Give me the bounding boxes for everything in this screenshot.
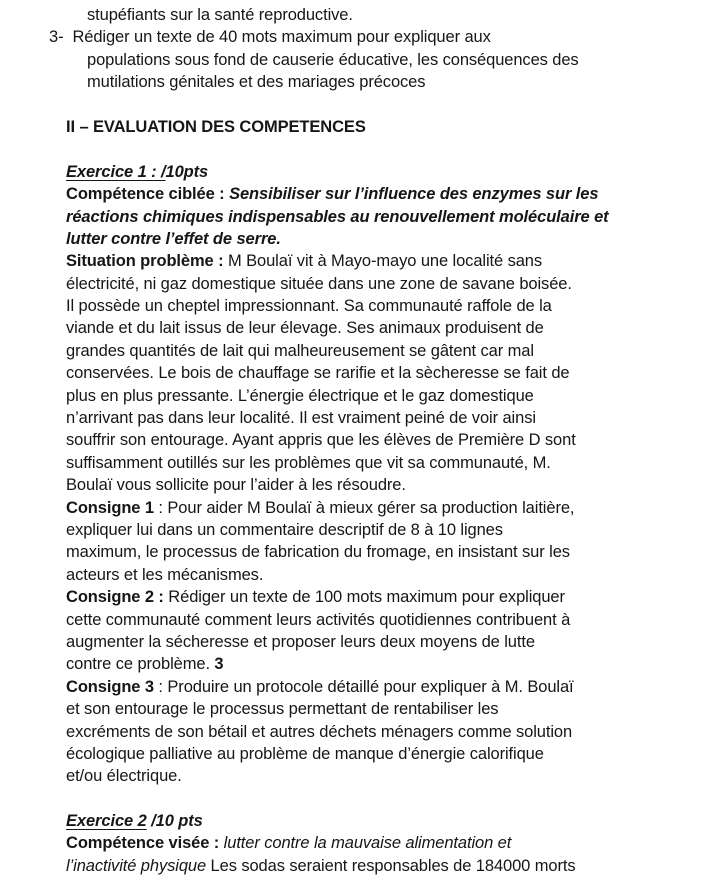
text-line	[0, 273, 720, 295]
text-line	[0, 340, 720, 362]
text-segment: Exercice 1 : /	[66, 162, 166, 181]
text-line	[0, 653, 720, 675]
text-segment: écologique palliative au problème de manque d’énergie calorifique	[66, 744, 544, 763]
text-segment: grandes quantités de lait qui malheureusement se gâtent car mal	[66, 341, 534, 360]
text-segment: Consigne 3	[66, 677, 154, 696]
text-line	[0, 452, 720, 474]
text-segment: réactions chimiques indispensables au renouvellement moléculaire et	[66, 207, 609, 226]
text-segment: Situation problème :	[66, 252, 228, 271]
text-segment: Compétence visée :	[66, 834, 224, 853]
text-line	[0, 497, 720, 519]
text-segment: et son entourage le processus permettant de rentabiliser les	[66, 700, 499, 719]
text-line	[0, 743, 720, 765]
text-segment: Exercice 2	[66, 812, 147, 831]
text-segment: stupéfiants sur la santé reproductive.	[87, 6, 353, 24]
text-segment: 10pts	[165, 162, 209, 181]
text-segment: populations sous fond de causerie éducative, les conséquences des	[87, 50, 579, 69]
text-line	[0, 206, 720, 228]
text-segment: Il possède un cheptel impressionnant. Sa communauté raffole de la	[66, 297, 552, 316]
text-line	[0, 564, 720, 586]
text-line	[0, 295, 720, 317]
text-segment: Sensibiliser sur l’influence des enzymes sur les	[229, 185, 599, 204]
text-segment: et/ou électrique.	[66, 767, 182, 786]
text-segment: cette communauté comment leurs activités quotidiennes contribuent à	[66, 610, 571, 629]
text-segment: acteurs et les mécanismes.	[66, 565, 264, 584]
text-line	[0, 385, 720, 407]
text-line	[0, 586, 720, 608]
text-segment: suffisamment outillés sur les problèmes que vit sa communauté, M.	[66, 453, 551, 472]
text-line	[0, 26, 720, 48]
text-line	[0, 788, 720, 810]
text-line	[0, 362, 720, 384]
text-line	[0, 832, 720, 854]
text-segment: l’inactivité physique	[66, 856, 211, 875]
text-segment: plus en plus pressante. L’énergie électrique et le gaz domestique	[66, 386, 534, 405]
text-segment: augmenter la sécheresse et proposer leurs deux moyens de lutte	[66, 632, 535, 651]
text-segment: Compétence ciblée :	[66, 185, 230, 204]
text-line	[0, 698, 720, 720]
text-segment: excréments de son bétail et autres déchets ménagers comme solution	[66, 722, 573, 741]
text-line	[0, 138, 720, 160]
text-segment: Les sodas seraient responsables de 184000 morts	[210, 856, 576, 875]
text-line	[0, 429, 720, 451]
text-line	[0, 228, 720, 250]
text-segment: : Produire un protocole détaillé pour expliquer à M. Boulaï	[153, 677, 574, 696]
text-line	[0, 71, 720, 93]
text-line	[0, 609, 720, 631]
text-line	[0, 49, 720, 71]
text-segment: lutter contre l’effet de serre.	[66, 229, 281, 248]
text-segment: conservées. Le bois de chauffage se rarifie et la sècheresse se fait de	[66, 364, 570, 383]
text-line	[0, 631, 720, 653]
text-line	[0, 407, 720, 429]
text-segment: : Pour aider M Boulaï à mieux gérer sa production laitière,	[153, 498, 575, 517]
text-segment: II – EVALUATION DES COMPETENCES	[66, 117, 366, 136]
text-line	[0, 4, 720, 26]
text-segment: lutter contre la mauvaise alimentation et	[223, 834, 512, 853]
text-segment: souffrir son entourage. Ayant appris que les élèves de Première D sont	[66, 431, 576, 450]
text-line	[0, 317, 720, 339]
text-segment: M Boulaï vit à Mayo-mayo une localité sans	[228, 252, 543, 271]
text-line	[0, 519, 720, 541]
text-line	[0, 810, 720, 832]
text-line	[0, 541, 720, 563]
text-line	[0, 116, 720, 138]
text-line	[0, 183, 720, 205]
text-line	[0, 765, 720, 787]
text-line	[0, 161, 720, 183]
text-segment: n’arrivant pas dans leur localité. Il est vraiment peiné de voir ainsi	[66, 409, 536, 428]
text-segment: mutilations génitales et des mariages précoces	[87, 73, 426, 92]
text-line	[0, 474, 720, 496]
text-segment: expliquer lui dans un commentaire descriptif de 8 à 10 lignes	[66, 520, 503, 539]
text-line	[0, 94, 720, 116]
text-segment: Consigne 1	[66, 498, 154, 517]
text-line	[0, 855, 720, 877]
text-segment: 3	[214, 655, 224, 674]
text-line	[0, 721, 720, 743]
text-segment: Boulaï vous sollicite pour l’aider à les résoudre.	[66, 476, 406, 495]
text-segment: 3- Rédiger un texte de 40 mots maximum pour expliquer aux	[49, 28, 491, 47]
text-line	[0, 250, 720, 272]
text-segment: /10 pts	[146, 812, 203, 831]
text-line	[0, 676, 720, 698]
text-segment: contre ce problème.	[66, 655, 215, 674]
text-segment: viande et du lait issus de leur élevage. Ses animaux produisent de	[66, 319, 544, 338]
text-segment: Consigne 2 :	[66, 588, 164, 607]
text-segment: Rédiger un texte de 100 mots maximum pour expliquer	[163, 588, 565, 607]
text-segment: électricité, ni gaz domestique située dans une zone de savane boisée.	[66, 274, 572, 293]
text-segment: maximum, le processus de fabrication du fromage, en insistant sur les	[66, 543, 570, 562]
